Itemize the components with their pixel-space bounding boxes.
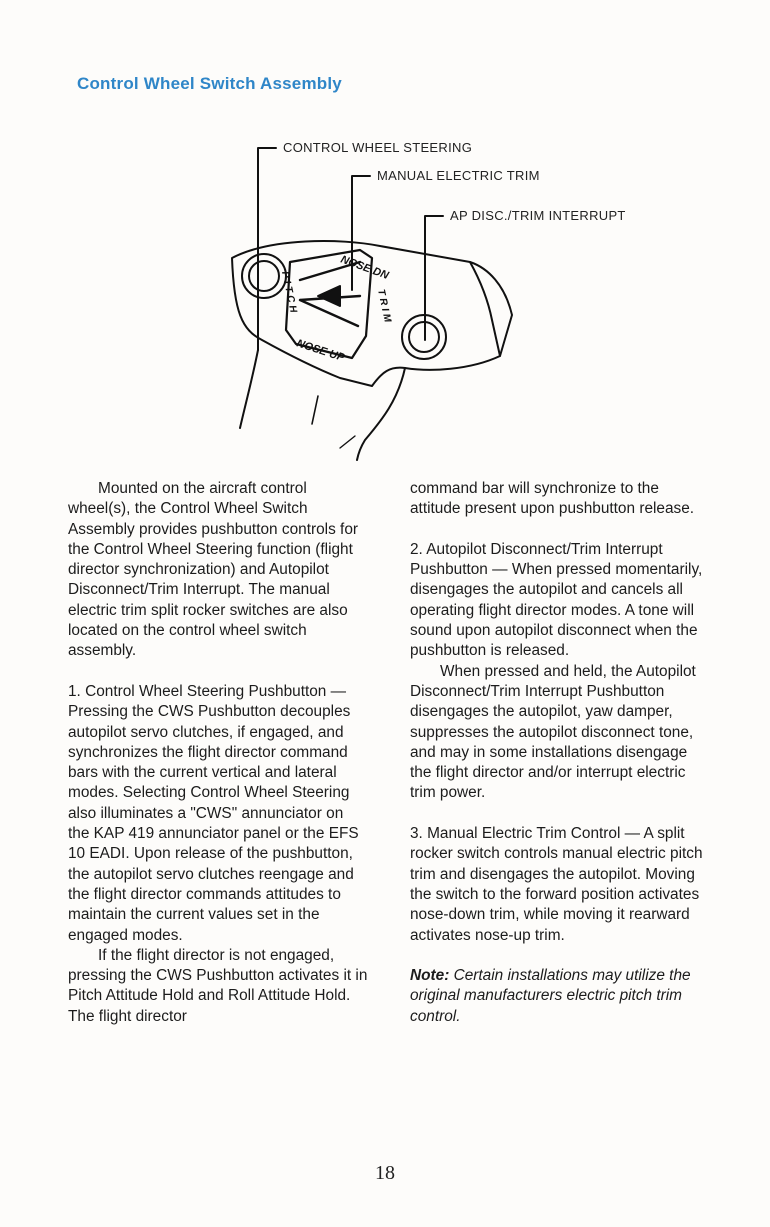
item-2-paragraph: 2. Autopilot Disconnect/Trim Interrupt Pushbutton — When pressed momentarily, disengages the autopilot and cancels all operating flight director modes. A tone will sound upon autopilot disconnect when the pushbutton is released. [410,540,703,660]
right-column [410,479,710,1027]
item-1-paragraph: 1. Control Wheel Steering Pushbutton — Pressing the CWS Pushbutton decouples autopilot servo clutches, if engaged, and synchronizes the flight director command bars with the current vertical and lateral modes. Selecting Control Wheel Steering also illuminates a "CWS" annunciator on the KAP 419 annunciator panel or the EFS 10 EADI. Upon release of the pushbutton, the autopilot servo clutches reengage and the flight director commands attitudes to maintain the current values set in the engaged modes. [68,682,359,944]
grip-dash-1 [312,396,318,424]
note [410,966,710,1027]
nose-dn-label: NOSE DN [338,253,391,282]
note-text: Certain installations may utilize the original manufacturers electric pitch trim control. [410,967,691,1025]
cws-pushbutton [249,261,279,291]
housing-side-edge [470,262,500,356]
switch-assembly-illustration [0,0,770,470]
grip-left-line [240,350,258,428]
intro-paragraph: Mounted on the aircraft control wheel(s), the Control Wheel Switch Assembly provides pushbutton controls for the Control Wheel Steering function (flight director synchronization) and Autopilot Disconnect/Trim Interrupt. The manual electric trim split rocker switches are also located on the control wheel switch assembly. [68,480,359,660]
continued-paragraph: command bar will synchronize to the attitude present upon pushbutton release. [410,480,695,518]
item-2-continued: When pressed and held, the Autopilot Disconnect/Trim Interrupt Pushbutton disengages the autopilot, yaw damper, suppresses the autopilot disconnect tone, and may in some installations disengage the flight director and/or interrupt electric trim power. [410,662,696,802]
cws-leader-line [258,148,276,350]
callout-ap-disc-trim-interrupt: AP DISC./TRIM INTERRUPT [450,208,626,223]
trim-label: TRIM [375,288,394,327]
item-3-paragraph: 3. Manual Electric Trim Control — A split rocker switch controls manual electric pitch trim and disengages the autopilot. Moving the switch to the forward position activates nose-down trim, while moving it rearward activates nose-up trim. [410,825,703,944]
callout-manual-electric-trim: MANUAL ELECTRIC TRIM [377,168,540,183]
item-1-continued: If the flight director is not engaged, pressing the CWS Pushbutton activates it in Pitch Attitude Hold and Roll Attitude Hold. The flight director [68,946,368,1025]
note-label: Note: [410,967,450,985]
grip-right-line [357,368,405,460]
nose-up-label: NOSE UP [295,337,346,365]
switch-assembly-drawing [0,0,770,470]
page-title: Control Wheel Switch Assembly [77,74,342,93]
grip-dash-2 [340,436,355,448]
page-number: 18 [375,1162,395,1184]
left-column [68,479,368,1027]
rocker-center-mark [318,286,340,306]
pitch-label: PITCH [279,270,300,317]
callout-control-wheel-steering: CONTROL WHEEL STEERING [283,140,473,155]
